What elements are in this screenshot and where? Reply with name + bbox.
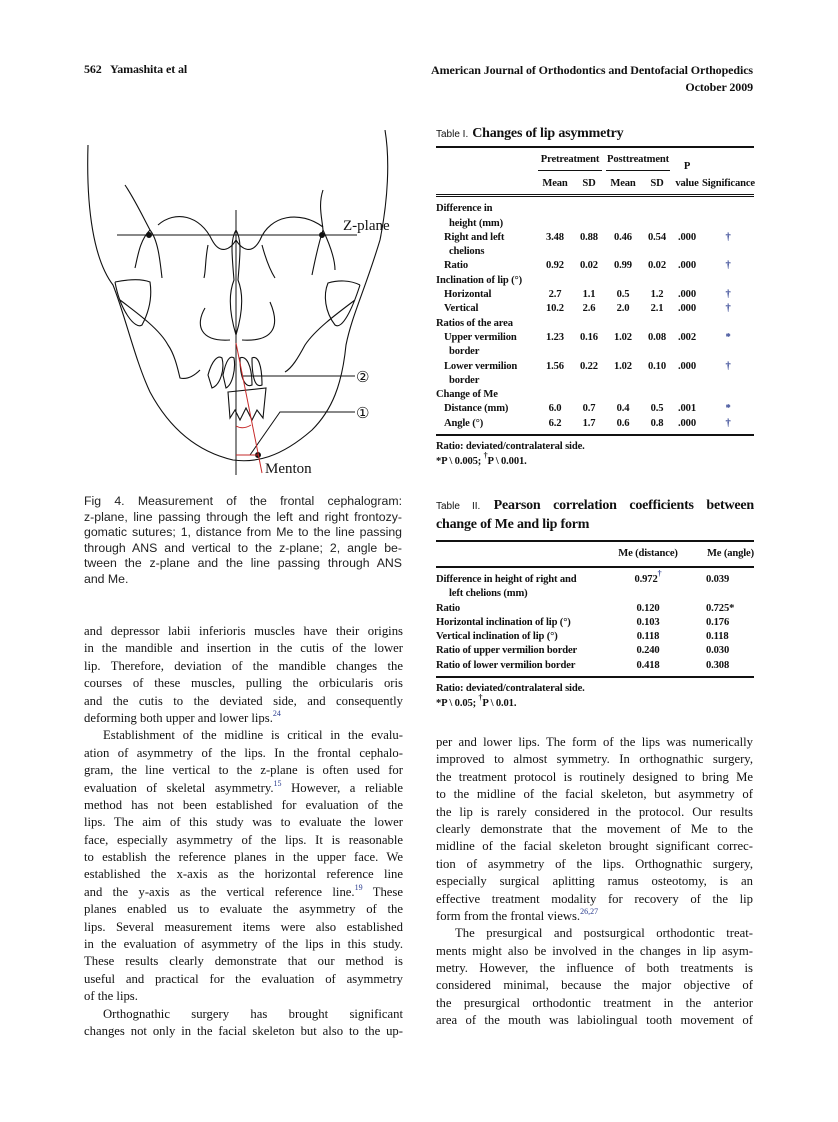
text-line: especially surgical aplitting ramus osteotomy, is an bbox=[436, 874, 753, 889]
cell-mean-post: 1.02 bbox=[614, 331, 632, 343]
row-label-line: Horizontal bbox=[444, 289, 492, 301]
value: 0.118 bbox=[636, 631, 660, 643]
caption-line: gomatic sutures; 1, distance from Me to the line passing bbox=[84, 525, 402, 540]
table-2-grid bbox=[436, 540, 754, 673]
row-label-line: Ratios of the area bbox=[436, 317, 513, 329]
text-line: These results clearly demonstrate that our method is bbox=[84, 954, 403, 969]
cell-p-value: .001 bbox=[678, 403, 696, 415]
row-label bbox=[436, 567, 608, 602]
row-label-line: Inclination of lip (°) bbox=[436, 274, 522, 286]
row-label-line: left chelions (mm) bbox=[449, 588, 528, 600]
dagger-mark: † bbox=[483, 450, 488, 460]
journal-name: American Journal of Orthodontics and Dentofacial Orthopedics bbox=[431, 63, 753, 77]
right-column-text bbox=[436, 734, 753, 1030]
cell-sd-post: 0.54 bbox=[648, 231, 666, 243]
cell-p-value: .002 bbox=[678, 331, 696, 343]
frontozygomatic-point-right bbox=[320, 233, 325, 238]
row-label bbox=[436, 388, 536, 402]
cell-p-value: .000 bbox=[678, 303, 696, 315]
row-label bbox=[436, 259, 536, 273]
cell-significance: † bbox=[725, 260, 731, 272]
row-label-line: Ratio of upper vermilion border bbox=[436, 645, 578, 657]
value: 0.118 bbox=[706, 631, 729, 643]
frontozygomatic-point-left bbox=[147, 233, 152, 238]
table-row bbox=[436, 644, 754, 658]
text-line bbox=[436, 908, 753, 925]
table-1-grid bbox=[436, 146, 754, 431]
cell-me-angle bbox=[688, 644, 754, 658]
table-2 bbox=[436, 496, 754, 711]
caption-line: through ANS and vertical to the z-plane; 2, angle be- bbox=[84, 540, 402, 555]
text-line: changes not only in the facial skeleton but also to the up- bbox=[84, 1023, 403, 1038]
significance-mark: * bbox=[729, 602, 735, 614]
cell-mean-pre: 3.48 bbox=[546, 231, 564, 243]
row-label-line: chelions bbox=[449, 246, 485, 258]
table-row bbox=[436, 231, 754, 260]
cell-mean-pre: 6.0 bbox=[548, 403, 562, 415]
text-line: Orthognathic surgery has brought significant bbox=[103, 1006, 403, 1021]
row-label bbox=[436, 317, 536, 331]
table-1-body bbox=[436, 196, 754, 431]
value: 0.030 bbox=[706, 645, 730, 657]
table-1-note-significance bbox=[436, 450, 754, 470]
cell-mean-pre: 0.92 bbox=[546, 260, 564, 272]
table-1-label: Table I. bbox=[436, 129, 469, 140]
note-part: P \ 0.001. bbox=[487, 455, 527, 467]
cell-sd-post: 1.2 bbox=[650, 289, 664, 301]
header-p: P bbox=[683, 161, 691, 172]
cell-significance: † bbox=[725, 303, 731, 315]
note-part: P \ 0.01. bbox=[482, 697, 517, 709]
text-line: courses of these muscles, pulling the orbicularis oris bbox=[84, 676, 403, 691]
cell-me-distance bbox=[608, 644, 688, 658]
significance-mark: † bbox=[657, 569, 662, 578]
text-line: area of the mouth was labiolingual tooth movement of bbox=[436, 1013, 753, 1028]
cell-p-value: .000 bbox=[678, 417, 696, 429]
cell-me-distance bbox=[608, 567, 688, 602]
cell-me-distance bbox=[608, 616, 688, 630]
table-row bbox=[436, 659, 754, 673]
cell-sd-post: 0.5 bbox=[650, 403, 664, 415]
text-line: clearly demonstrate that the movement of Me to the bbox=[436, 821, 753, 836]
text-line: ments might also be involved in the changes in lip asym- bbox=[436, 943, 753, 958]
cell-significance: * bbox=[725, 403, 731, 415]
value: 0.039 bbox=[706, 574, 730, 585]
cell-mean-post: 0.99 bbox=[614, 260, 632, 272]
text-line: lips. The aim of this study was to evaluate the lower bbox=[84, 815, 403, 830]
cell-p-value: .000 bbox=[678, 260, 696, 272]
text-line: considered minimal, because the major objective of bbox=[436, 978, 753, 993]
cell-sd-pre: 0.7 bbox=[582, 403, 596, 415]
cell-sd-pre: 0.16 bbox=[580, 331, 598, 343]
row-label-line: Vertical inclination of lip (°) bbox=[436, 631, 558, 643]
text-line bbox=[84, 780, 403, 797]
row-label bbox=[436, 630, 608, 644]
text-line: tion of asymmetry of the lips. Orthognathic surgery, bbox=[436, 856, 753, 871]
cell-mean-pre: 2.7 bbox=[548, 289, 562, 301]
header-p-value: value bbox=[675, 178, 699, 190]
measurement-lines bbox=[236, 343, 262, 473]
cell-me-angle bbox=[688, 616, 754, 630]
text-line bbox=[84, 884, 403, 901]
row-label-line: border bbox=[449, 346, 480, 358]
z-plane-label: Z-plane bbox=[343, 218, 390, 234]
text-line: The presurgical and postsurgical orthodontic treat- bbox=[455, 926, 753, 941]
text-line: effective treatment modality for recovery of the lip bbox=[436, 891, 753, 906]
cell-sd-post: 0.02 bbox=[648, 260, 666, 272]
caption-line: and Me. bbox=[84, 571, 129, 586]
table-2-title-line1: Pearson correlation coefficients between bbox=[493, 498, 755, 513]
table-row bbox=[436, 196, 754, 231]
value: 0.418 bbox=[636, 659, 660, 671]
text-segment: form from the frontal views. bbox=[436, 908, 581, 923]
text-segment: evaluation of skeletal asymmetry. bbox=[84, 780, 274, 795]
row-label bbox=[436, 616, 608, 630]
cell-sd-post: 0.10 bbox=[648, 360, 666, 372]
leader-line-1 bbox=[250, 412, 355, 455]
cell-sd-pre: 1.7 bbox=[582, 417, 596, 429]
table-2-note-ratio: Ratio: deviated/contralateral side. bbox=[436, 683, 585, 695]
cell-me-angle bbox=[688, 630, 754, 644]
value: 0.176 bbox=[706, 616, 730, 628]
text-segment: These bbox=[362, 884, 403, 899]
cell-sd-post: 2.1 bbox=[650, 303, 664, 315]
marker-1: ① bbox=[356, 404, 370, 422]
note-part: *P \ 0.05; bbox=[436, 697, 479, 709]
table-row bbox=[436, 288, 754, 302]
cell-mean-post: 0.46 bbox=[614, 231, 632, 243]
table-row bbox=[436, 388, 754, 402]
text-segment: However, a reliable bbox=[281, 780, 403, 795]
text-line: improved to almost symmetry. In orthognathic surgery, bbox=[436, 752, 753, 767]
table-2-note-significance bbox=[436, 692, 754, 712]
header-mean-pre: Mean bbox=[542, 178, 568, 190]
empty-cell bbox=[536, 196, 754, 231]
text-line: and depressor labii inferioris muscles have their origins bbox=[84, 624, 403, 638]
cell-me-distance bbox=[608, 659, 688, 673]
text-line: method has not been established for evaluation of the bbox=[84, 797, 403, 812]
row-label-line: Horizontal inclination of lip (°) bbox=[436, 616, 571, 628]
reference-lines bbox=[117, 210, 357, 475]
table-row bbox=[436, 302, 754, 316]
text-line: to establish the reference planes in the upper face. We bbox=[84, 850, 403, 865]
table-2-body bbox=[436, 567, 754, 673]
text-line: planes enabled us to evaluate the asymmetry of the bbox=[84, 902, 403, 917]
paragraph bbox=[84, 727, 403, 1005]
row-label-line: Difference in bbox=[436, 203, 493, 215]
row-label bbox=[436, 644, 608, 658]
table-2-heading bbox=[436, 496, 754, 534]
cell-significance: † bbox=[725, 360, 731, 372]
value: 0.120 bbox=[636, 602, 660, 614]
table-2-notes bbox=[436, 676, 754, 711]
marker-2: ② bbox=[356, 368, 370, 386]
header-me-distance: Me (distance) bbox=[618, 548, 678, 559]
header-pretreatment: Pretreatment bbox=[538, 153, 602, 171]
row-label bbox=[436, 417, 536, 431]
row-label-line: Vertical bbox=[444, 303, 479, 315]
cell-mean-post: 2.0 bbox=[616, 303, 630, 315]
text-line: the lip is rarely considered in the protocol. Our results bbox=[436, 804, 753, 819]
cell-significance: † bbox=[725, 231, 731, 243]
empty-cell bbox=[536, 274, 754, 288]
cell-sd-pre: 2.6 bbox=[582, 303, 596, 315]
table-row bbox=[436, 567, 754, 602]
text-line: metry. However, the influence of both treatments is bbox=[436, 961, 753, 976]
cell-p-value: .000 bbox=[678, 289, 696, 301]
caption-line: Fig 4. Measurement of the frontal cephalogram: bbox=[84, 494, 402, 508]
header-sd-post: SD bbox=[650, 178, 664, 190]
header-sd-pre: SD bbox=[582, 178, 596, 190]
menton-label: Menton bbox=[265, 461, 312, 477]
angle-arc bbox=[236, 425, 251, 428]
skull-outline bbox=[88, 130, 388, 461]
cell-mean-pre: 6.2 bbox=[548, 417, 562, 429]
journal-issue: October 2009 bbox=[685, 80, 753, 94]
table-row bbox=[436, 402, 754, 416]
cell-me-angle bbox=[688, 567, 754, 602]
header-mean-post: Mean bbox=[610, 178, 636, 190]
cell-p-value: .000 bbox=[678, 360, 696, 372]
running-header-right bbox=[431, 62, 753, 96]
text-line: lips. Several measurement items were also established bbox=[84, 919, 403, 934]
ans-me-line bbox=[236, 343, 262, 473]
text-segment: and the y-axis as the vertical reference line. bbox=[84, 884, 355, 899]
row-label-line: height (mm) bbox=[449, 217, 503, 229]
header-posttreatment: Posttreatment bbox=[606, 153, 670, 171]
header-significance: Significance bbox=[702, 178, 755, 190]
table-row bbox=[436, 274, 754, 288]
text-line: the treatment protocol is routinely designed to bring Me bbox=[436, 769, 753, 784]
row-label-line: Ratio bbox=[436, 602, 460, 614]
row-label-line: Lower vermilion bbox=[444, 360, 518, 372]
table-1-heading bbox=[436, 124, 754, 142]
row-label-line: Ratio bbox=[444, 260, 468, 272]
row-label bbox=[436, 402, 536, 416]
authors: Yamashita et al bbox=[109, 62, 188, 76]
cell-me-angle bbox=[688, 602, 754, 616]
table-2-title-line2: change of Me and lip form bbox=[436, 517, 590, 532]
row-label bbox=[436, 196, 536, 231]
paragraph bbox=[436, 734, 753, 925]
row-label bbox=[436, 302, 536, 316]
table-row bbox=[436, 360, 754, 389]
cell-mean-post: 1.02 bbox=[614, 360, 632, 372]
cell-mean-pre: 10.2 bbox=[546, 303, 564, 315]
text-line: and the cutis to the deviated side, and consequently bbox=[84, 693, 403, 708]
row-label-line: Ratio of lower vermilion border bbox=[436, 659, 576, 671]
text-line: lip. Therefore, deviation of the mandible changes the bbox=[84, 658, 403, 673]
text-line: Establishment of the midline is critical in the evalu- bbox=[103, 728, 403, 743]
cell-sd-pre: 0.88 bbox=[580, 231, 598, 243]
row-label-line: border bbox=[449, 374, 480, 386]
text-line bbox=[84, 710, 403, 727]
reference-superscript: 26,27 bbox=[580, 907, 599, 916]
paragraph bbox=[436, 925, 753, 1029]
reference-superscript: 19 bbox=[354, 883, 363, 892]
cephalogram-figure bbox=[80, 130, 420, 480]
table-1-title: Changes of lip asymmetry bbox=[472, 126, 624, 141]
cell-significance: * bbox=[725, 331, 731, 343]
cell-p-value: .000 bbox=[678, 231, 696, 243]
row-label-line: Distance (mm) bbox=[444, 403, 509, 415]
text-line: established the x-axis as the horizontal reference line bbox=[84, 867, 403, 882]
text-line: per and lower lips. The form of the lips was numerically bbox=[436, 735, 753, 749]
row-label-line: Angle (°) bbox=[444, 417, 484, 429]
text-line: of the lips. bbox=[84, 989, 138, 1004]
left-column-text bbox=[84, 623, 403, 1040]
reference-superscript: 24 bbox=[272, 709, 281, 718]
table-row bbox=[436, 259, 754, 273]
empty-cell bbox=[536, 317, 754, 331]
running-header-left bbox=[84, 62, 187, 77]
table-1-notes bbox=[436, 434, 754, 469]
table-row bbox=[436, 602, 754, 616]
text-line: to the midline of the facial skeleton, but asymmetry of bbox=[436, 787, 753, 802]
cell-sd-pre: 1.1 bbox=[582, 289, 596, 301]
caption-line: z-plane, line passing through the left and right frontozy- bbox=[84, 509, 402, 524]
cell-me-angle bbox=[688, 659, 754, 673]
row-label bbox=[436, 331, 536, 360]
row-label-line: Right and left bbox=[444, 231, 505, 243]
text-line: the presurgical orthodontic treatment in the anterior bbox=[436, 995, 753, 1010]
cell-me-distance bbox=[608, 602, 688, 616]
cell-sd-pre: 0.02 bbox=[580, 260, 598, 272]
row-label bbox=[436, 602, 608, 616]
empty-cell bbox=[536, 388, 754, 402]
cell-sd-post: 0.8 bbox=[650, 417, 664, 429]
text-line: useful and practical for the evaluation of asymmetry bbox=[84, 971, 403, 986]
text-line: in the evaluation of asymmetry of the lips in this study. bbox=[84, 937, 403, 952]
header-me-angle: Me (angle) bbox=[706, 548, 754, 559]
value: 0.103 bbox=[636, 616, 660, 628]
table-row bbox=[436, 317, 754, 331]
row-label bbox=[436, 360, 536, 389]
paragraph bbox=[84, 1006, 403, 1041]
row-label bbox=[436, 231, 536, 260]
cell-mean-post: 0.4 bbox=[616, 403, 630, 415]
row-label-line: Difference in height of right and bbox=[436, 574, 577, 585]
table-1-note-ratio: Ratio: deviated/contralateral side. bbox=[436, 441, 585, 453]
table-row bbox=[436, 630, 754, 644]
row-label bbox=[436, 274, 536, 288]
figure-caption bbox=[84, 494, 402, 588]
caption-line: tween the z-plane and the line passing through ANS bbox=[84, 556, 402, 571]
text-line: ation of asymmetry of the lips. In the frontal cephalo- bbox=[84, 745, 403, 760]
text-segment: deforming both upper and lower lips. bbox=[84, 710, 273, 725]
value: 0.308 bbox=[706, 659, 730, 671]
reference-superscript: 15 bbox=[273, 779, 282, 788]
dagger-mark: † bbox=[478, 692, 483, 702]
row-label bbox=[436, 659, 608, 673]
text-line: midline of the facial skeleton brought significant correc- bbox=[436, 839, 753, 854]
table-row bbox=[436, 417, 754, 431]
cell-mean-pre: 1.23 bbox=[546, 331, 564, 343]
table-1 bbox=[436, 124, 754, 469]
text-line: in the mandible and insertion in the cutis of the lower bbox=[84, 641, 403, 656]
cell-significance: † bbox=[725, 289, 731, 301]
row-label bbox=[436, 288, 536, 302]
cell-mean-post: 0.5 bbox=[616, 289, 630, 301]
value: 0.240 bbox=[636, 645, 660, 657]
paragraph bbox=[84, 623, 403, 727]
page-number: 562 bbox=[84, 62, 102, 76]
cell-sd-post: 0.08 bbox=[648, 331, 666, 343]
table-2-label: Table II. bbox=[436, 501, 481, 512]
cell-significance: † bbox=[725, 417, 731, 429]
table-row bbox=[436, 616, 754, 630]
cell-mean-pre: 1.56 bbox=[546, 360, 564, 372]
row-label-line: Upper vermilion bbox=[444, 331, 517, 343]
cell-me-distance bbox=[608, 630, 688, 644]
table-row bbox=[436, 331, 754, 360]
cell-sd-pre: 0.22 bbox=[580, 360, 598, 372]
text-line: gram, the line vertical to the z-plane is often used for bbox=[84, 763, 403, 778]
text-line: face, especially asymmetry of the lips. It is reasonable bbox=[84, 832, 403, 847]
row-label-line: Change of Me bbox=[436, 389, 498, 401]
value: 0.725 bbox=[706, 602, 730, 614]
value: 0.972 bbox=[634, 574, 658, 585]
note-part: *P \ 0.005; bbox=[436, 455, 484, 467]
cell-mean-post: 0.6 bbox=[616, 417, 630, 429]
